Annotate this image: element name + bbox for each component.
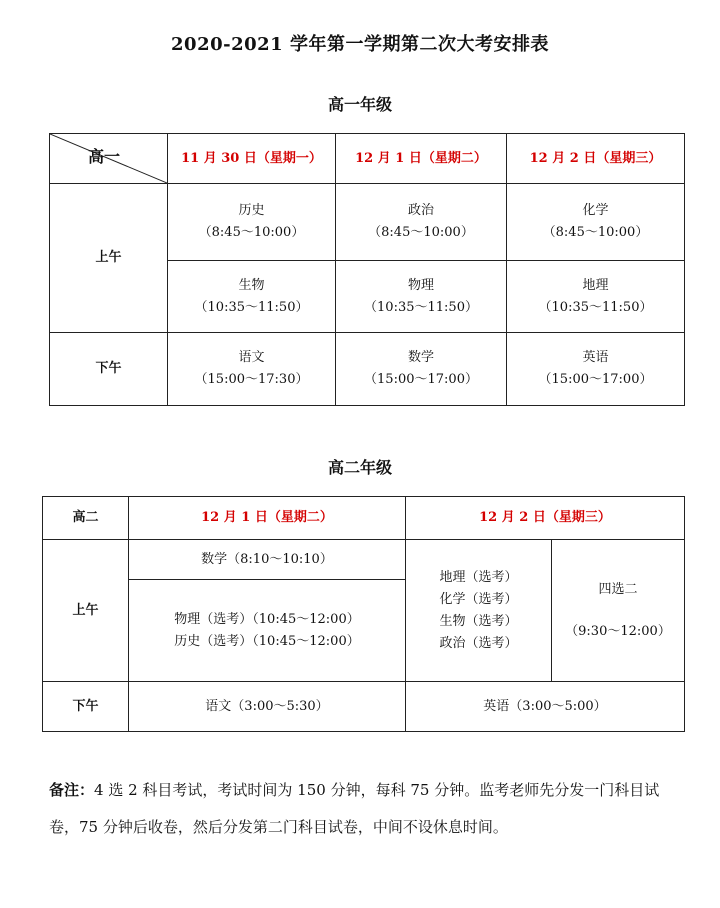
exam-cell bbox=[507, 184, 685, 261]
exam-subject: 政治 bbox=[407, 203, 434, 218]
exam-subject: 数学 bbox=[407, 350, 434, 365]
exam-cell bbox=[129, 580, 406, 682]
exam-time: （10:35～11:50） bbox=[194, 299, 309, 315]
choice-time: （9:30～12:00） bbox=[565, 623, 671, 639]
morning-label: 上午 bbox=[43, 540, 129, 682]
corner-label: 高二 bbox=[43, 497, 129, 540]
exam-line: 物理（选考）（10:45～12:00） bbox=[174, 611, 360, 627]
elective-item: 地理（选考） bbox=[439, 569, 518, 585]
exam-subject: 历史 bbox=[238, 203, 265, 218]
exam-time: （10:35～11:50） bbox=[538, 299, 653, 315]
grade2-schedule-table bbox=[42, 496, 685, 732]
exam-cell bbox=[168, 333, 336, 406]
day-header: 12 月 1 日（星期二） bbox=[129, 497, 406, 540]
exam-line: 历史（选考）（10:45～12:00） bbox=[174, 633, 360, 649]
exam-subject: 物理 bbox=[407, 277, 434, 293]
elective-list-cell bbox=[406, 540, 552, 682]
note-paragraph bbox=[49, 772, 681, 846]
exam-cell bbox=[168, 261, 336, 333]
exam-subject: 化学 bbox=[582, 203, 609, 218]
table-row bbox=[50, 333, 685, 406]
exam-subject: 英语 bbox=[582, 350, 609, 365]
exam-cell bbox=[507, 333, 685, 406]
exam-cell: 数学（8:10～10:10） bbox=[129, 540, 406, 580]
grade1-section-title: 高一年级 bbox=[327, 95, 392, 114]
table-row bbox=[50, 184, 685, 261]
exam-time: （15:00～17:00） bbox=[538, 372, 653, 387]
morning-label: 上午 bbox=[50, 184, 168, 333]
exam-subject: 生物 bbox=[238, 277, 265, 293]
exam-subject: 地理 bbox=[582, 277, 609, 293]
choice-cell bbox=[552, 540, 685, 682]
choice-label: 四选二 bbox=[598, 581, 638, 597]
exam-cell bbox=[336, 261, 507, 333]
table-row bbox=[43, 540, 685, 580]
exam-time: （15:00～17:00） bbox=[364, 372, 478, 387]
exam-time: （8:45～10:00） bbox=[198, 225, 305, 240]
exam-time: （10:35～11:50） bbox=[364, 299, 478, 315]
day-header: 12 月 2 日（星期三） bbox=[406, 497, 685, 540]
exam-cell bbox=[168, 184, 336, 261]
day-header: 12 月 2 日（星期三） bbox=[507, 134, 685, 184]
afternoon-label: 下午 bbox=[50, 333, 168, 406]
day-header: 11 月 30 日（星期一） bbox=[168, 134, 336, 184]
exam-time: （8:45～10:00） bbox=[368, 225, 474, 240]
exam-cell: 英语（3:00～5:00） bbox=[406, 682, 685, 732]
grade1-schedule-table bbox=[49, 133, 685, 406]
exam-cell bbox=[336, 184, 507, 261]
grade2-section-title: 高二年级 bbox=[327, 458, 392, 477]
exam-cell: 语文（3:00～5:30） bbox=[129, 682, 406, 732]
note-text: 4 选 2 科目考试，考试时间为 150 分钟，每科 75 分钟。监考老师先分发一门科目试卷，75 分钟后收卷，然后分发第二门科目试卷，中间不设休息时间。 bbox=[49, 781, 660, 836]
exam-cell bbox=[336, 333, 507, 406]
table-row bbox=[43, 497, 685, 540]
exam-time: （15:00～17:30） bbox=[194, 372, 309, 387]
exam-cell bbox=[507, 261, 685, 333]
afternoon-label: 下午 bbox=[43, 682, 129, 732]
day-header: 12 月 1 日（星期二） bbox=[336, 134, 507, 184]
note-label: 备注： bbox=[49, 781, 95, 799]
corner-label: 高一 bbox=[88, 147, 121, 166]
elective-item: 化学（选考） bbox=[439, 591, 518, 607]
table-row bbox=[50, 134, 685, 184]
elective-item: 生物（选考） bbox=[439, 613, 518, 629]
exam-time: （8:45～10:00） bbox=[542, 225, 649, 240]
page-title: 2020-2021 学年第一学期第二次大考安排表 bbox=[171, 34, 549, 55]
table-row bbox=[43, 682, 685, 732]
elective-item: 政治（选考） bbox=[439, 635, 518, 651]
exam-subject: 语文 bbox=[238, 350, 265, 365]
corner-cell bbox=[50, 134, 168, 184]
